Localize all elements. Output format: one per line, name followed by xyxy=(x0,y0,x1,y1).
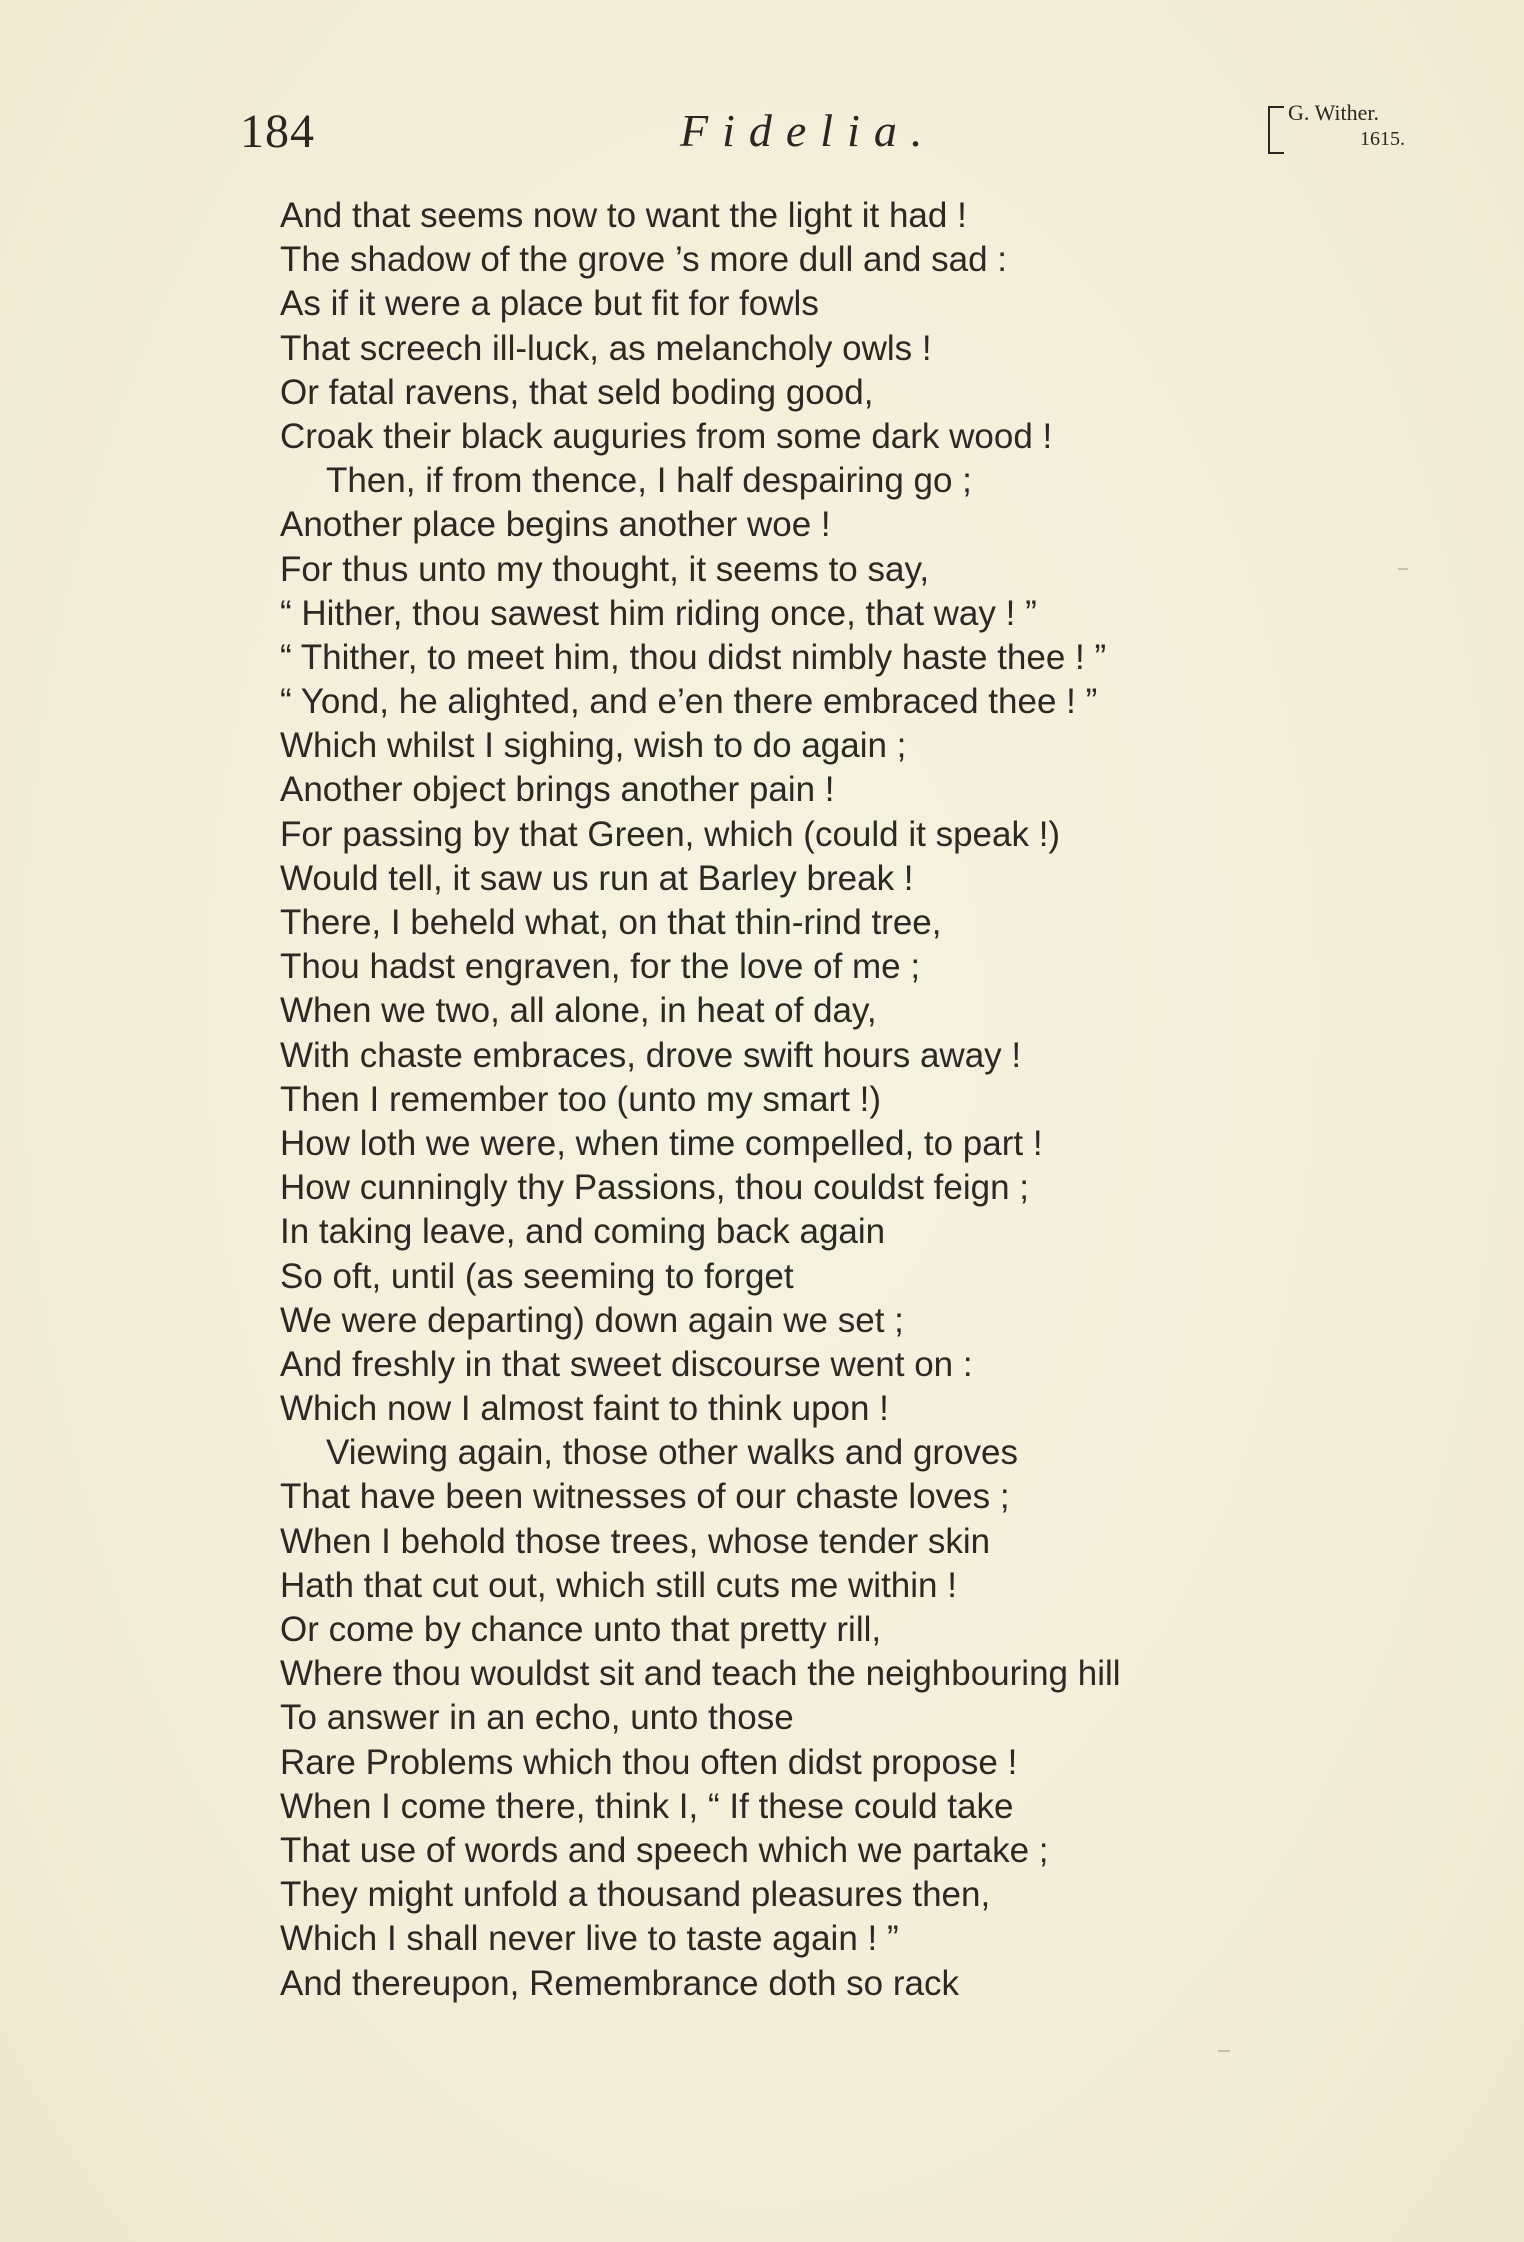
poem-line: Would tell, it saw us run at Barley break ! xyxy=(280,858,914,898)
poem-line: Which I shall never live to taste again ! ” xyxy=(280,1919,899,1959)
poem-line: That screech ill-luck, as melancholy owls ! xyxy=(280,328,932,368)
page-number: 184 xyxy=(240,105,315,158)
poem-line: As if it were a place but fit for fowls xyxy=(280,284,819,324)
poem-line: Thou hadst engraven, for the love of me ; xyxy=(280,947,921,987)
poem-line: That have been witnesses of our chaste loves ; xyxy=(280,1477,1010,1517)
poem-line: Another place begins another woe ! xyxy=(280,505,831,545)
poem-line: For passing by that Green, which (could it speak !) xyxy=(280,814,1061,854)
poem-line: Another object brings another pain ! xyxy=(280,770,835,810)
paper-speck xyxy=(1218,2050,1230,2052)
poem-line: “ Thither, to meet him, thou didst nimbly haste thee ! ” xyxy=(280,637,1107,677)
poem-line: And freshly in that sweet discourse went on : xyxy=(280,1344,973,1384)
poem-line: So oft, until (as seeming to forget xyxy=(280,1256,794,1296)
poem-line: For thus unto my thought, it seems to say, xyxy=(280,549,930,589)
attribution-bracket xyxy=(1268,100,1428,158)
poem-line: They might unfold a thousand pleasures then, xyxy=(280,1875,991,1915)
poem-line: Hath that cut out, which still cuts me within ! xyxy=(280,1565,957,1605)
poem-line: Or fatal ravens, that seld boding good, xyxy=(280,372,874,412)
poem-text xyxy=(280,194,1380,2006)
attribution-author: G. Wither. xyxy=(1288,100,1379,125)
poem-line: Where thou wouldst sit and teach the neighbouring hill xyxy=(280,1654,1121,1694)
poem-line: Viewing again, those other walks and groves xyxy=(326,1433,1019,1473)
poem-line: When we two, all alone, in heat of day, xyxy=(280,991,877,1031)
poem-line: Rare Problems which thou often didst propose ! xyxy=(280,1742,1018,1782)
poem-line: In taking leave, and coming back again xyxy=(280,1212,886,1252)
poem-line: Which now I almost faint to think upon ! xyxy=(280,1389,889,1429)
poem-line: To answer in an echo, unto those xyxy=(280,1698,794,1738)
bracket-mark xyxy=(1268,106,1284,154)
poem-line: And that seems now to want the light it had ! xyxy=(280,196,967,235)
poem-line: How cunningly thy Passions, thou couldst feign ; xyxy=(280,1168,1030,1208)
poem-line: When I come there, think I, “ If these could take xyxy=(280,1786,1014,1826)
poem-line: Or come by chance unto that pretty rill, xyxy=(280,1610,882,1649)
poem-line: Which whilst I sighing, wish to do again ; xyxy=(280,726,907,766)
poem-line: We were departing) down again we set ; xyxy=(280,1300,904,1340)
poem-line: When I behold those trees, whose tender skin xyxy=(280,1521,991,1561)
poem-line: The shadow of the grove ’s more dull and sad : xyxy=(280,240,1008,280)
poem-line: And thereupon, Remembrance doth so rack xyxy=(280,1963,959,2003)
poem-line: “ Hither, thou sawest him riding once, that way ! ” xyxy=(280,593,1037,633)
poem-line: Croak their black auguries from some dark wood ! xyxy=(280,416,1053,456)
poem-line: How loth we were, when time compelled, to part ! xyxy=(280,1123,1043,1163)
poem-line: With chaste embraces, drove swift hours away ! xyxy=(280,1035,1022,1075)
running-title: Fidelia. xyxy=(680,105,937,156)
poem-line: Then I remember too (unto my smart !) xyxy=(280,1079,882,1119)
page-header xyxy=(0,100,1524,160)
poem-line: Then, if from thence, I half despairing go ; xyxy=(326,461,972,501)
poem-line: That use of words and speech which we partake ; xyxy=(280,1830,1049,1870)
poem-line: “ Yond, he alighted, and e’en there embraced thee ! ” xyxy=(280,682,1098,722)
poem-line: There, I beheld what, on that thin-rind tree, xyxy=(280,903,942,942)
paper-speck xyxy=(1398,568,1408,570)
attribution-year: 1615. xyxy=(1360,128,1405,150)
